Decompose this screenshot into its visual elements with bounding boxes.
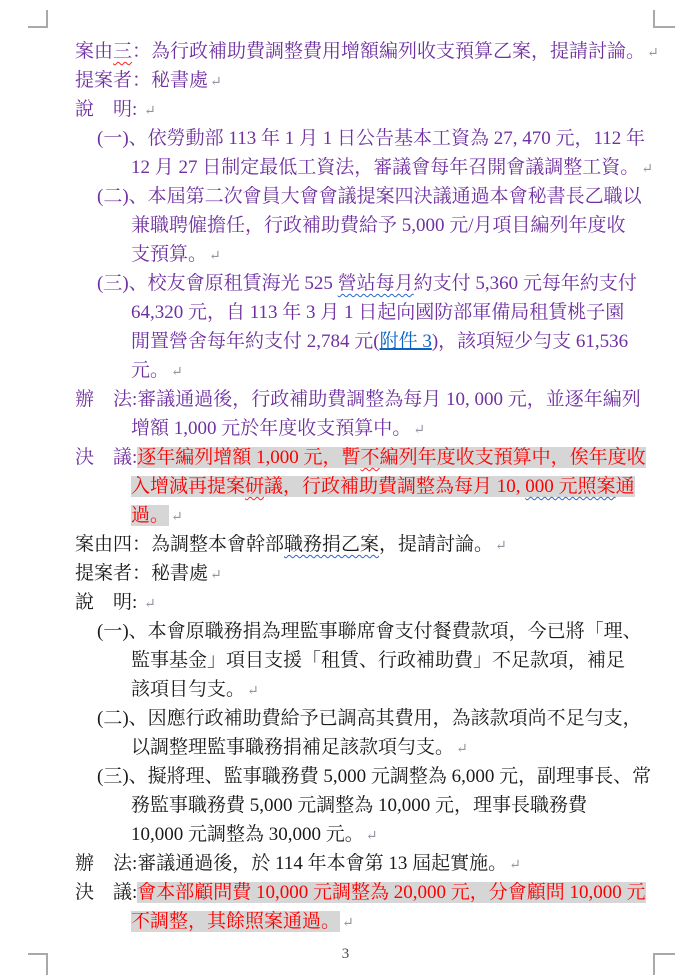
- paragraph-mark-icon: ↵: [647, 46, 659, 61]
- paragraph-mark-icon: ↵: [171, 365, 183, 380]
- document-text: [75, 37, 660, 936]
- text-run: 案由: [75, 41, 114, 62]
- grammar-flagged-term: 職務捐乙案: [284, 534, 380, 555]
- case4-title-line: [75, 530, 660, 559]
- paragraph-mark-icon: ↵: [495, 539, 507, 554]
- text-run: 監事基金」項目支援「租賃、行政補助費」不足款項，補足: [131, 650, 626, 671]
- case3-item2-line2: [75, 211, 660, 240]
- text-run: 10,000 元調整為 30,000 元。: [131, 824, 364, 845]
- decision-label: 決 議:: [75, 882, 138, 903]
- paragraph-mark-icon: ↵: [144, 104, 156, 119]
- text-run: (一)、本會原職務捐為理監事聯席會支付餐費款項，今已將「理、: [97, 621, 642, 642]
- case3-title-line: [75, 37, 660, 66]
- case3-item2-line1: [75, 182, 660, 211]
- case3-item3-line3: [75, 327, 660, 356]
- crop-mark-top-right: [653, 10, 675, 28]
- decision-highlight-run: 編列年度收支預算中，俟年度收: [379, 447, 646, 468]
- paragraph-mark-icon: ↵: [171, 510, 183, 525]
- case3-item1-line1: [75, 124, 660, 153]
- case3-explanation-label-line: [75, 95, 660, 124]
- paragraph-mark-icon: ↵: [210, 568, 222, 583]
- text-run: 說 明:: [75, 99, 143, 120]
- decision-highlight-run: 入增減再提案: [131, 476, 246, 497]
- case4-explanation-label-line: [75, 588, 660, 617]
- case3-item2-line3: [75, 240, 660, 269]
- case4-item1-line2: [75, 646, 660, 675]
- text-run: 增額 1,000 元於年度收支預算中。: [131, 418, 412, 439]
- text-run: 元。: [131, 360, 170, 381]
- text-run: (一)、依勞動部 113 年 1 月 1 日公告基本工資為 27, 470 元，112 年: [97, 128, 645, 149]
- case4-method-line: [75, 849, 660, 878]
- case3-decision-line3: [75, 501, 660, 530]
- text-run: 辦 法:審議通過後，於 114 年本會第 13 屆起實施。: [75, 853, 508, 874]
- case4-proposer-line: [75, 559, 660, 588]
- paragraph-mark-icon: ↵: [144, 597, 156, 612]
- paragraph-mark-icon: ↵: [210, 75, 222, 90]
- text-run: 以調整理監事職務捐補足該款項勻支。: [131, 737, 455, 758]
- text-run: 兼職聘僱擔任，行政補助費給予 5,000 元/月項目編列年度收: [131, 215, 626, 236]
- decision-highlight-run: 不調整，其餘照案通過。: [131, 911, 341, 932]
- case4-item1-line1: [75, 617, 660, 646]
- text-run: 提案者：秘書處: [75, 563, 209, 584]
- paragraph-mark-icon: ↵: [247, 684, 259, 699]
- case3-proposer-line: [75, 66, 660, 95]
- case3-method-line1: [75, 385, 660, 414]
- text-run: 辦 法:審議通過後，行政補助費調整為每月 10, 000 元，並逐年編列: [75, 389, 641, 410]
- text-run: 約支付 5,360 元每年約支付: [413, 273, 637, 294]
- paragraph-mark-icon: ↵: [641, 162, 653, 177]
- case4-item1-line3: [75, 675, 660, 704]
- text-run: 該項目勻支。: [131, 679, 246, 700]
- text-run: ，提請討論。: [379, 534, 494, 555]
- case3-item1-line2: [75, 153, 660, 182]
- text-run: 說 明:: [75, 592, 143, 613]
- text-run: 提案者：秘書處: [75, 70, 209, 91]
- paragraph-mark-icon: ↵: [509, 858, 521, 873]
- decision-highlight-run: 會本部顧問費 10,000 元調整為 20,000 元，分會顧問 10,000 元: [137, 882, 646, 903]
- attachment-3-link[interactable]: 附件 3: [379, 331, 432, 352]
- paragraph-mark-icon: ↵: [413, 423, 425, 438]
- case4-decision-line1: [75, 878, 660, 907]
- decision-highlight-run: 逐年編列增額 1,000 元，暫: [137, 447, 361, 468]
- case3-decision-line1: [75, 443, 660, 472]
- paragraph-mark-icon: ↵: [209, 249, 221, 264]
- text-run: 閒置營舍每年約支付 2,784 元(: [131, 331, 380, 352]
- paragraph-mark-icon: ↵: [342, 916, 354, 931]
- paragraph-mark-icon: ↵: [456, 742, 468, 757]
- case4-item3-line2: [75, 791, 660, 820]
- text-run: (二)、本屆第二次會員大會會議提案四決議通過本會秘書長乙職以: [97, 186, 642, 207]
- text-run: 64,320 元，自 113 年 3 月 1 日起向國防部軍備局租賃桃子園: [131, 302, 625, 323]
- text-run: 案由四：為調整本會幹部: [75, 534, 285, 555]
- text-run: (三)、擬將理、監事職務費 5,000 元調整為 6,000 元，副理事長、常: [97, 766, 652, 787]
- decision-highlight-run: 過。: [131, 505, 170, 526]
- text-run: (三)、校友會原租賃海光 525: [97, 273, 338, 294]
- misspelled-term: 三: [113, 41, 133, 62]
- crop-mark-top-left: [28, 10, 48, 28]
- case3-item3-line1: [75, 269, 660, 298]
- text-run: (二)、因應行政補助費給予已調高其費用，為該款項尚不足勻支，: [97, 708, 642, 729]
- decision-grammar-run: 000 元照案: [525, 476, 616, 497]
- case4-item3-line1: [75, 762, 660, 791]
- case4-item2-line1: [75, 704, 660, 733]
- case4-decision-line2: [75, 907, 660, 936]
- decision-misspelled-run: 不: [360, 447, 380, 468]
- page-number: 3: [341, 946, 350, 962]
- case3-item3-line2: [75, 298, 660, 327]
- case4-item2-line2: [75, 733, 660, 762]
- text-run: ：為行政補助費調整費用增額編列收支預算乙案，提請討論。: [132, 41, 646, 62]
- decision-misspelled-run: 研: [245, 476, 265, 497]
- decision-highlight-run: 議，行政補助費調整為每月 10,: [264, 476, 526, 497]
- text-run: 12 月 27 日制定最低工資法，審議會每年召開會議調整工資。: [131, 157, 640, 178]
- paragraph-mark-icon: ↵: [365, 829, 378, 844]
- case3-decision-line2: [75, 472, 660, 501]
- text-run: 務監事職務費 5,000 元調整為 10,000 元，理事長職務費: [131, 795, 588, 816]
- text-run: )，該項短少勻支 61,536: [431, 331, 629, 352]
- grammar-flagged-term: 營站每月: [337, 273, 414, 294]
- case4-item3-line3: [75, 820, 660, 849]
- text-run: 支預算。: [131, 244, 208, 265]
- decision-highlight-run: 通: [615, 476, 635, 497]
- decision-label: 決 議:: [75, 447, 138, 468]
- case3-item3-line4: [75, 356, 660, 385]
- case3-method-line2: [75, 414, 660, 443]
